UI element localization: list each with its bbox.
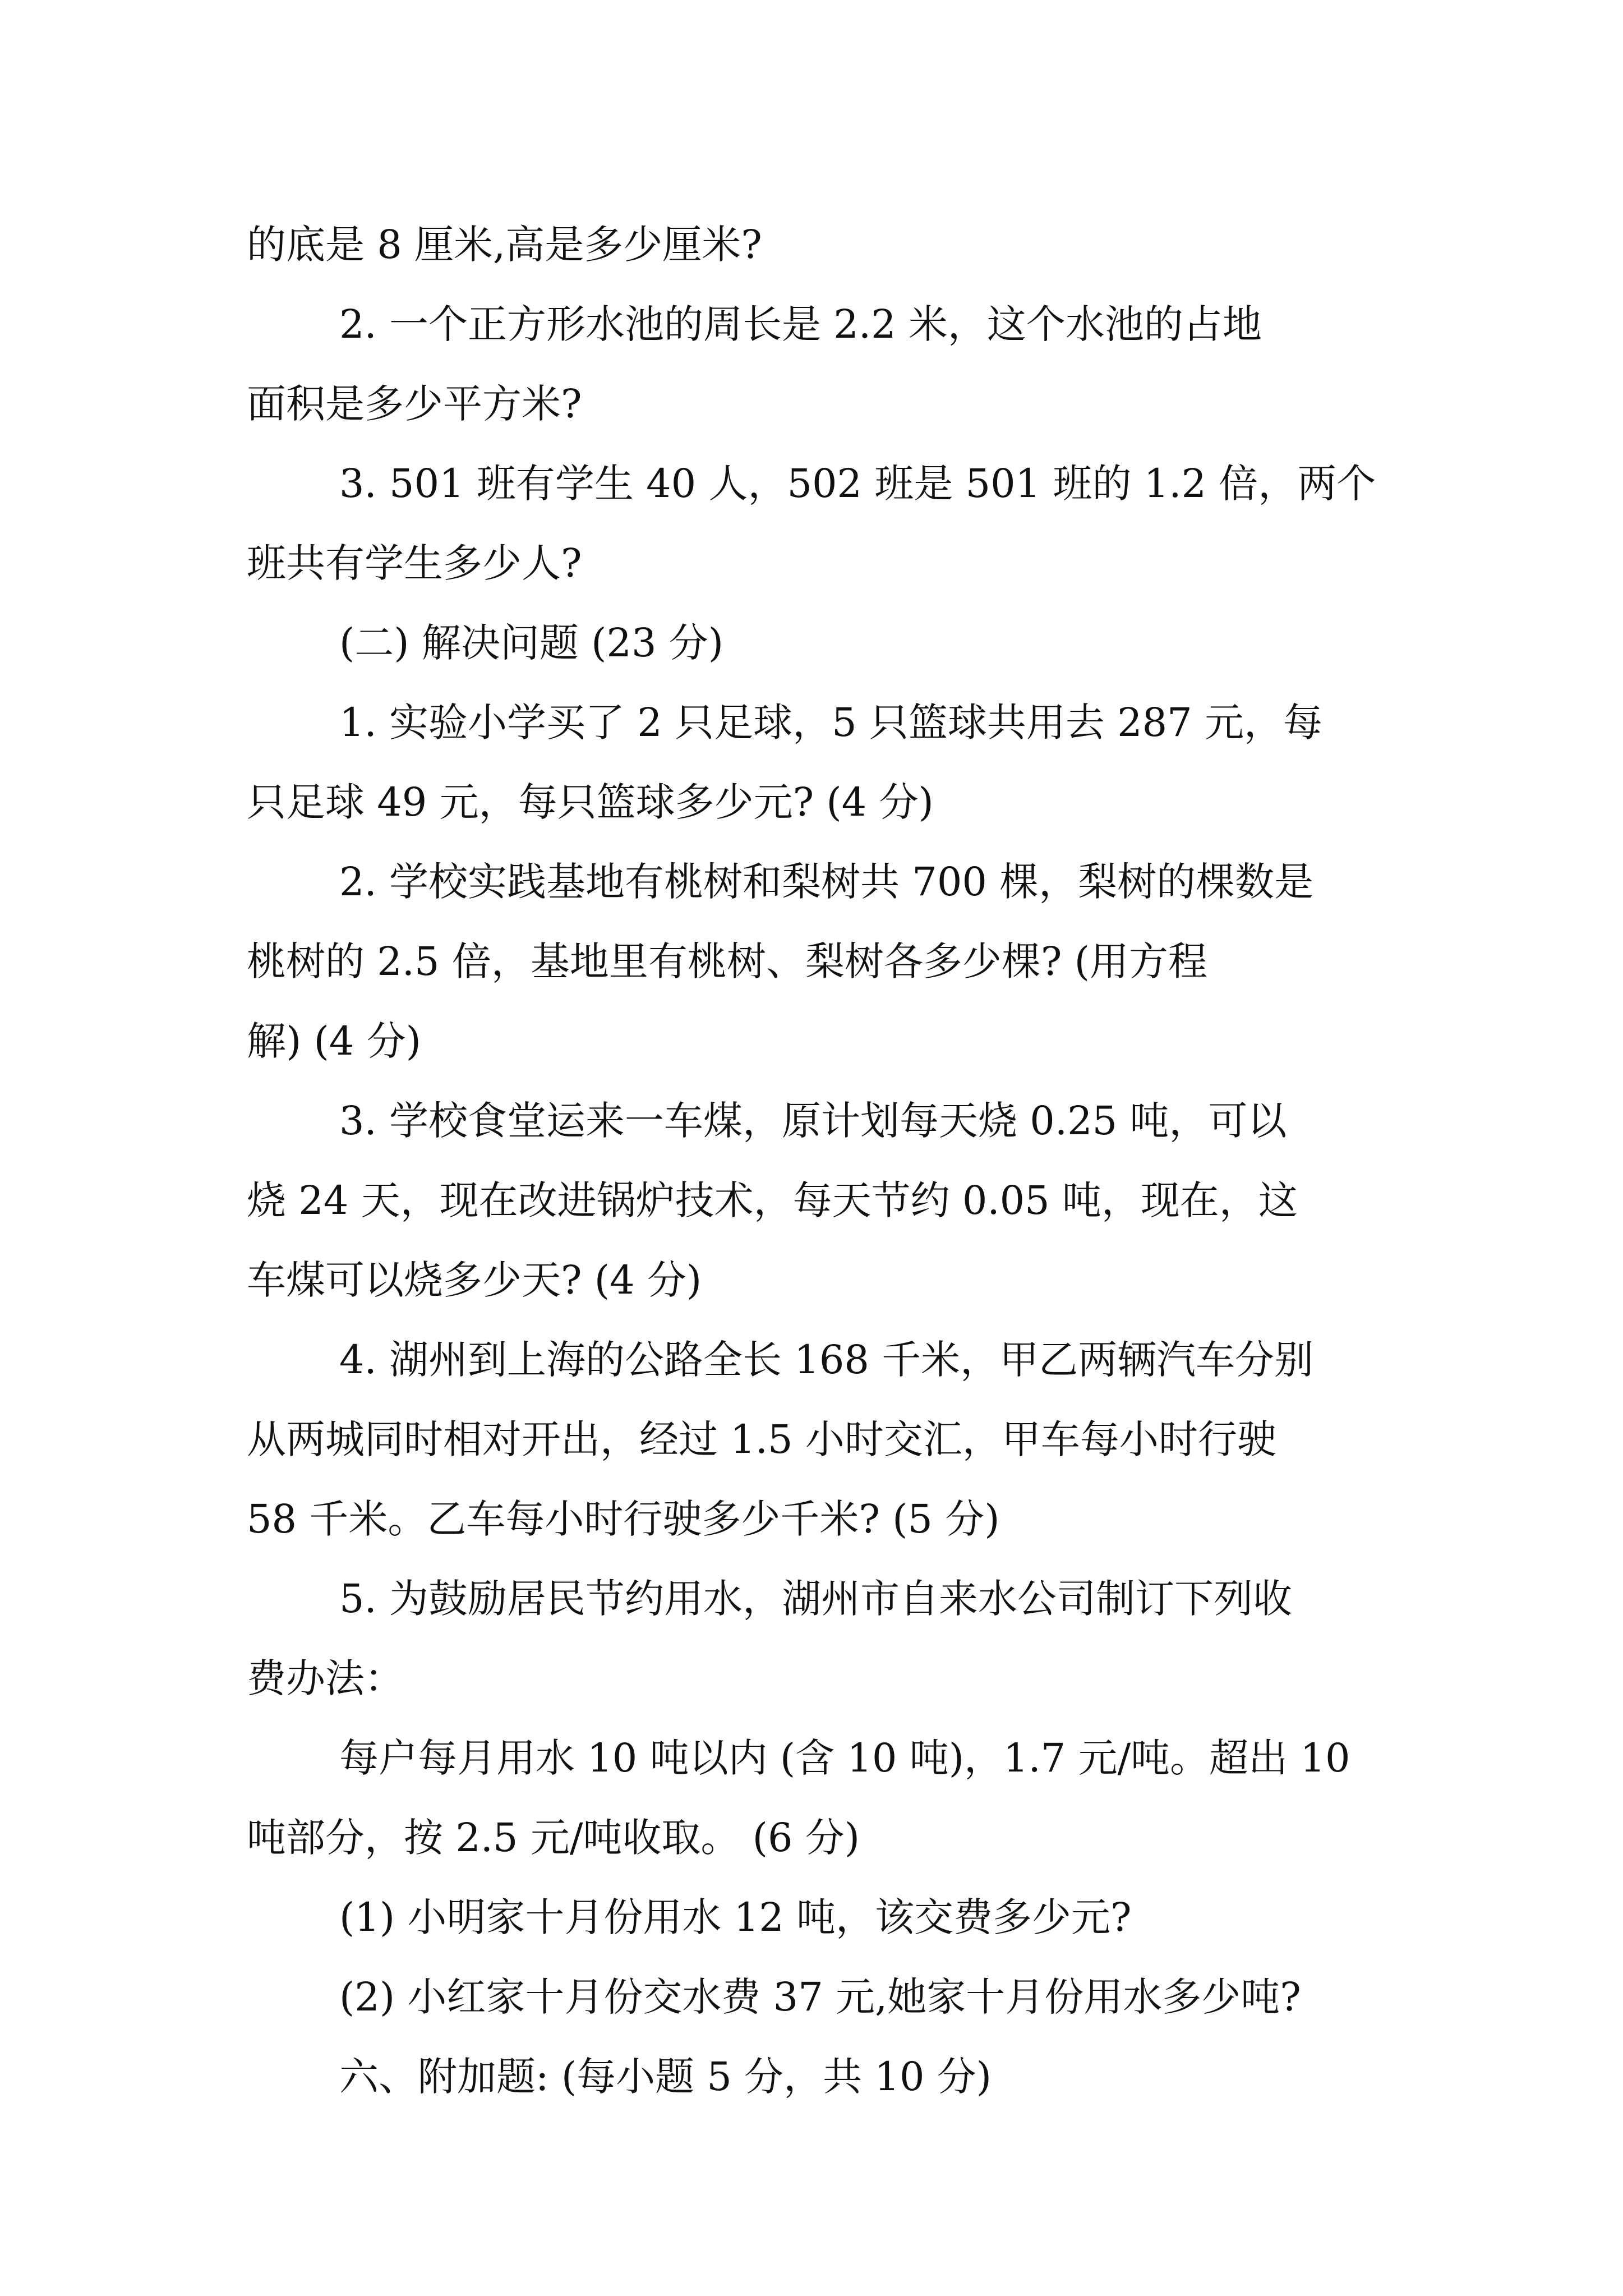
- text-line: 从两城同时相对开出，经过 1.5 小时交汇，甲车每小时行驶: [247, 1416, 1276, 1462]
- text-line: 车煤可以烧多少天? (4 分): [247, 1257, 702, 1303]
- text-line: 烧 24 天，现在改进锅炉技术，每天节约 0.05 吨，现在，这: [247, 1177, 1298, 1223]
- text-line: 桃树的 2.5 倍，基地里有桃树、梨树各多少棵? (用方程: [247, 938, 1207, 984]
- text-line: 1. 实验小学买了 2 只足球，5 只篮球共用去 287 元，每: [339, 700, 1322, 746]
- text-line: 费办法：: [247, 1655, 404, 1701]
- text-line: 班共有学生多少人?: [247, 540, 582, 586]
- text-line: 吨部分，按 2.5 元/吨收取。 (6 分): [247, 1815, 860, 1861]
- text-line: (2) 小红家十月份交水费 37 元,她家十月份用水多少吨?: [339, 1974, 1301, 2020]
- text-line: 每户每月用水 10 吨以内 (含 10 吨)，1.7 元/吨。超出 10: [339, 1735, 1350, 1781]
- text-line: 58 千米。乙车每小时行驶多少千米? (5 分): [247, 1496, 1000, 1542]
- text-line: (1) 小明家十月份用水 12 吨，该交费多少元?: [339, 1894, 1132, 1940]
- section-heading: (二) 解决问题 (23 分): [339, 620, 724, 666]
- text-line: 3. 学校食堂运来一车煤，原计划每天烧 0.25 吨，可以: [339, 1098, 1287, 1144]
- text-line: 4. 湖州到上海的公路全长 168 千米，甲乙两辆汽车分别: [339, 1337, 1314, 1383]
- document-body: [247, 205, 1380, 2116]
- text-line: 解) (4 分): [247, 1018, 421, 1064]
- text-line: 面积是多少平方米?: [247, 381, 582, 427]
- text-line: 2. 一个正方形水池的周长是 2.2 米，这个水池的占地: [339, 301, 1262, 347]
- text-line: 2. 学校实践基地有桃树和梨树共 700 棵，梨树的棵数是: [339, 859, 1314, 905]
- section-heading: 六、附加题: (每小题 5 分，共 10 分): [339, 2054, 992, 2100]
- text-line: 只足球 49 元，每只篮球多少元? (4 分): [247, 779, 934, 825]
- text-line: 的底是 8 厘米,高是多少厘米?: [247, 222, 762, 268]
- text-line: 3. 501 班有学生 40 人，502 班是 501 班的 1.2 倍，两个: [339, 461, 1376, 507]
- text-line: 5. 为鼓励居民节约用水，湖州市自来水公司制订下列收: [339, 1576, 1293, 1622]
